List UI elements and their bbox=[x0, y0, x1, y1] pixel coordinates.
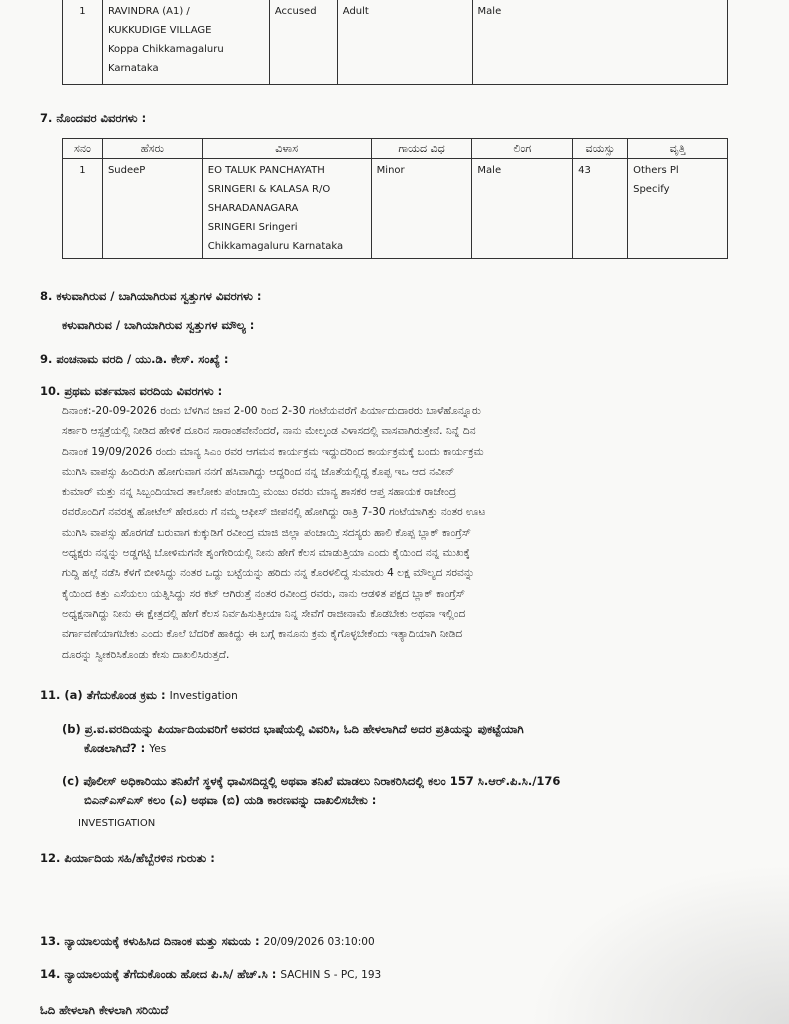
section-11b-label: ಕೊಡಲಾಗಿದೆ? : bbox=[84, 741, 146, 755]
narrative-line: ಕೈಯಿಂದ ಕಿತ್ತು ಎಸೆಯಲು ಯತ್ನಿಸಿದ್ದು ಸರ ಕಟ್ ಆಗಿರುತ್ತೆ ನಂತರ ರವೀಂದ್ರ ರವರು, ನಾನು ಆಡಳಿತ ಪಕ್ಷದ ಬ್ಲಾಕ್ ಕಾಂಗ್ರೆಸ್ bbox=[62, 587, 465, 600]
section-10-title: 10. ಪ್ರಥಮ ವರ್ತಮಾನ ವರದಿಯ ವಿವರಗಳು : bbox=[40, 384, 223, 398]
narrative-line: ದೂರನ್ನು ಸ್ವೀಕರಿಸಿಕೊಂಡು ಕೇಸು ದಾಖಲಿಸಿರುತ್ತದೆ. bbox=[62, 648, 230, 661]
victim-occupation-line: Others Pl bbox=[633, 165, 679, 176]
victim-age: 43 bbox=[573, 159, 628, 259]
victim-address-line: Chikkamagaluru Karnataka bbox=[207, 241, 344, 252]
section-11a-value: Investigation bbox=[169, 690, 238, 702]
section-14 bbox=[40, 967, 381, 982]
section-8-value-label: ಕಳುವಾಗಿರುವ / ಬಾಗಿಯಾಗಿರುವ ಸ್ವತ್ತುಗಳ ಮೌಲ್ಯ : bbox=[62, 318, 255, 332]
accused-name-line: RAVINDRA (A1) / bbox=[107, 6, 190, 17]
accused-type: Accused bbox=[269, 0, 337, 85]
narrative-line: ಸರ್ಕಾರಿ ಆಸ್ಪತ್ರೆಯಲ್ಲಿ ನೀಡಿದ ಹೇಳಿಕೆ ದೂರಿನ ಸಾರಾಂಶವೇನೆಂದರೆ, ನಾನು ಮೇಲ್ಕಂಡ ವಿಳಾಸದಲ್ಲಿ ವಾಸವಾಗಿರುತ್ತೇನೆ. ನಿನ್ನೆ ದಿನ bbox=[62, 425, 476, 438]
section-13-label: 13. ನ್ಯಾಯಾಲಯಕ್ಕೆ ಕಳುಹಿಸಿದ ದಿನಾಂಕ ಮತ್ತು ಸಮಯ : bbox=[40, 934, 260, 948]
section-11b-value: Yes bbox=[149, 743, 167, 755]
footer-verification-text: ಓದಿ ಹೇಳಲಾಗಿ ಕೇಳಲಾಗಿ ಸರಿಯಿದೆ bbox=[40, 1003, 169, 1017]
table-row bbox=[63, 159, 728, 259]
narrative-line: ಮುಗಿಸಿ ವಾಪಸ್ಸು ಹೊರಗಡೆ ಬರುವಾಗ ಕುಕ್ಕುಡಿಗೆ ರವೀಂದ್ರ ಮಾಜಿ ಜಿಲ್ಲಾ ಪಂಚಾಯ್ತಿ ಸದಸ್ಯರು ಹಾಲಿ ಕೊಪ್ಪ ಬ್ಲಾಕ್ ಕಾಂಗ್ರೆಸ್ bbox=[62, 526, 471, 539]
fir-narrative bbox=[62, 401, 724, 665]
col-header: ಹೆಸರು bbox=[102, 139, 202, 159]
narrative-line: ವರ್ಗಾವಣೆಯಾಗಬೇಕು ಎಂದು ಕೊಲೆ ಬೆದರಿಕೆ ಹಾಕಿದ್ದು ಈ ಬಗ್ಗೆ ಕಾನೂನು ಕ್ರಮ ಕೈಗೊಳ್ಳಬೇಕೆಂದು ಇತ್ಯಾದಿಯಾಗಿ ನೀಡಿದ bbox=[62, 628, 463, 641]
section-12-title: 12. ಪಿರ್ಯಾದಿಯ ಸಹಿ/ಹೆಬ್ಬೆರಳಿನ ಗುರುತು : bbox=[40, 851, 215, 865]
victim-injury: Minor bbox=[371, 159, 472, 259]
victim-address-cell bbox=[202, 159, 371, 259]
col-header: ಸನಂ bbox=[63, 139, 103, 159]
section-13 bbox=[40, 934, 375, 949]
section-11a bbox=[40, 688, 238, 703]
section-11a-label: 11. (a) ತೆಗೆದುಕೊಂಡ ಕ್ರಮ : bbox=[40, 688, 166, 702]
narrative-line: ದಿನಾಂಕ:-20-09-2026 ರಂದು ಬೆಳಗಿನ ಜಾವ 2-00 ರಿಂದ 2-30 ಗಂಟೆಯವರೆಗೆ ಪಿರ್ಯಾದುದಾರರು ಬಾಳೆಹೊನ್ನೂರು bbox=[62, 405, 481, 417]
col-header: ಲಿಂಗ bbox=[472, 139, 573, 159]
col-header: ವಯಸ್ಸು bbox=[573, 139, 628, 159]
col-header: ವಿಳಾಸ bbox=[202, 139, 371, 159]
section-11c-line2: ಬಿಎನ್‌ಎಸ್‌ಎಸ್ ಕಲಂ (ಎ) ಅಥವಾ (ಬಿ) ಯಡಿ ಕಾರಣವನ್ನು ದಾಖಲಿಸಬೇಕು : bbox=[84, 793, 377, 807]
accused-name-cell bbox=[102, 0, 269, 85]
accused-age-group: Adult bbox=[337, 0, 472, 85]
section-11c-line1: (c) ಪೊಲೀಸ್ ಅಧಿಕಾರಿಯು ತನಿಖೆಗೆ ಸ್ಥಳಕ್ಕೆ ಧಾವಿಸದಿದ್ದಲ್ಲಿ ಅಥವಾ ತನಿಖೆ ಮಾಡಲು ನಿರಾಕರಿಸಿದಲ್ಲಿ ಕಲಂ 157 ಸಿ.ಆರ್.ಪಿ.ಸಿ./176 bbox=[62, 774, 561, 788]
victim-occupation-line: Specify bbox=[633, 184, 670, 195]
section-7-title: 7. ನೊಂದವರ ವಿವರಗಳು : bbox=[40, 111, 147, 125]
victim-address-line: EO TALUK PANCHAYATH bbox=[207, 165, 325, 176]
victim-address-line: SHARADANAGARA bbox=[207, 203, 299, 214]
section-11b-line1: (b) ಪ್ರ.ವ.ವರದಿಯನ್ನು ಪಿರ್ಯಾದಿಯವರಿಗೆ ಅವರದ ಭಾಷೆಯಲ್ಲಿ ವಿವರಿಸಿ, ಓದಿ ಹೇಳಲಾಗಿದೆ ಅದರ ಪ್ರತಿಯನ್ನು ಪುಕಟ್ಟೆಯಾಗಿ bbox=[62, 722, 524, 736]
page-curl-shadow bbox=[529, 864, 789, 1024]
narrative-line: ಅಧ್ಯಕ್ಷರು ನನ್ನನ್ನು ಅಡ್ಡಗಟ್ಟಿ ಬೋಳಿಮಗನೇ ಶೃಂಗೇರಿಯಲ್ಲಿ ನೀನು ಹೇಗೆ ಕೆಲಸ ಮಾಡುತ್ತಿಯಾ ಎಂದು ಕೈಯಿಂದ ನನ್ನ ಮುಖಕ್ಕೆ bbox=[62, 547, 470, 560]
victim-occupation-cell bbox=[628, 159, 728, 259]
accused-name-line: Karnataka bbox=[107, 63, 159, 74]
col-header: ಗಾಯದ ವಿಧ bbox=[371, 139, 472, 159]
accused-sno: 1 bbox=[63, 0, 103, 85]
section-9-title: 9. ಪಂಚನಾಮ ವರದಿ / ಯು.ಡಿ. ಕೇಸ್. ಸಂಖ್ಯೆ : bbox=[40, 352, 229, 366]
narrative-line: ಕುಮಾರ್ ಮತ್ತು ನನ್ನ ಸಿಬ್ಬಂದಿಯಾದ ತಾಲೋಕು ಪಂಚಾಯ್ತಿ ಮಂಜು ರವರು ಮಾನ್ಯ ಶಾಸಕರ ಆಪ್ತ ಸಹಾಯಕ ರಾಜೇಂದ್ರ bbox=[62, 486, 457, 499]
victim-address-line: SRINGERI & KALASA R/O bbox=[207, 184, 331, 195]
section-11c-value: INVESTIGATION bbox=[78, 818, 156, 829]
victim-address-line: SRINGERI Sringeri bbox=[207, 222, 298, 233]
section-13-value: 20/09/2026 03:10:00 bbox=[263, 936, 375, 948]
victim-sno: 1 bbox=[63, 159, 103, 259]
accused-gender: Male bbox=[472, 0, 727, 85]
victim-gender: Male bbox=[472, 159, 573, 259]
narrative-line: ಅಧ್ಯಕ್ಷನಾಗಿದ್ದು ನೀನು ಈ ಕ್ಷೇತ್ರದಲ್ಲಿ ಹೇಗೆ ಕೆಲಸ ನಿರ್ವಹಿಸುತ್ತೀಯಾ ನಿನ್ನ ಸೇವೆಗೆ ರಾಜೀನಾಮೆ ಕೊಡಬೇಕು ಅಥವಾ ಇಲ್ಲಿಂದ bbox=[62, 607, 466, 620]
table-row bbox=[63, 0, 728, 85]
victim-table bbox=[62, 138, 728, 259]
section-11b-line2 bbox=[84, 741, 166, 756]
table-header-row bbox=[63, 139, 728, 159]
section-14-value: SACHIN S - PC, 193 bbox=[280, 969, 382, 981]
section-14-label: 14. ನ್ಯಾಯಾಲಯಕ್ಕೆ ತೆಗೆದುಕೊಂಡು ಹೋದ ಪಿ.ಸಿ/ ಹೆಚ್.ಸಿ : bbox=[40, 967, 277, 981]
accused-table bbox=[62, 0, 728, 85]
accused-name-line: KUKKUDIGE VILLAGE bbox=[107, 25, 212, 36]
section-8-title: 8. ಕಳುವಾಗಿರುವ / ಬಾಗಿಯಾಗಿರುವ ಸ್ವತ್ತುಗಳ ವಿವರಗಳು : bbox=[40, 289, 262, 303]
narrative-line: ರವರೊಂದಿಗೆ ನವರತ್ನ ಹೋಟೆಲ್ ಹೇರೂರು ಗೆ ನಮ್ಮ ಆಫೀಸ್ ಜೀಪನಲ್ಲಿ ಹೋಗಿದ್ದು ರಾತ್ರಿ 7-30 ಗಂಟೆಯಾಗಿತ್ತು ನಂತರ ಊಟ bbox=[62, 506, 486, 519]
narrative-line: ಮುಗಿಸಿ ವಾಪಸ್ಸು ಹಿಂದಿರುಗಿ ಹೋಗುವಾಗ ನನಗೆ ಹಸಿವಾಗಿದ್ದು ಆದ್ದರಿಂದ ನನ್ನ ಜೊತೆಯಲ್ಲಿದ್ದ ಕೊಪ್ಪ ಇಒ ಆದ ನವೀನ್ bbox=[62, 465, 455, 478]
accused-name-line: Koppa Chikkamagaluru bbox=[107, 44, 224, 55]
col-header: ವೃತ್ತಿ bbox=[628, 139, 728, 159]
victim-name: SudeeP bbox=[102, 159, 202, 259]
narrative-line: ದಿನಾಂಕ 19/09/2026 ರಂದು ಮಾನ್ಯ ಸಿಎಂ ರವರ ಆಗಮನ ಕಾರ್ಯಕ್ರಮ ಇದ್ದುದರಿಂದ ಕಾರ್ಯಕ್ರಮಕ್ಕೆ ಬಂದು ಕಾರ್ಯಕ್ರಮ bbox=[62, 445, 484, 458]
narrative-line: ಗುದ್ದಿ ಹಲ್ಲೆ ನಡೆಸಿ ಕೆಳಗೆ ಬೀಳಿಸಿದ್ದು ನಂತರ ಒದ್ದು ಬಟ್ಟೆಯನ್ನು ಹರಿದು ನನ್ನ ಕೊರಳಲಿದ್ದ ಸುಮಾರು 4 ಲಕ್ಷ ಮೌಲ್ಯದ ಸರವನ್ನು bbox=[62, 567, 475, 580]
